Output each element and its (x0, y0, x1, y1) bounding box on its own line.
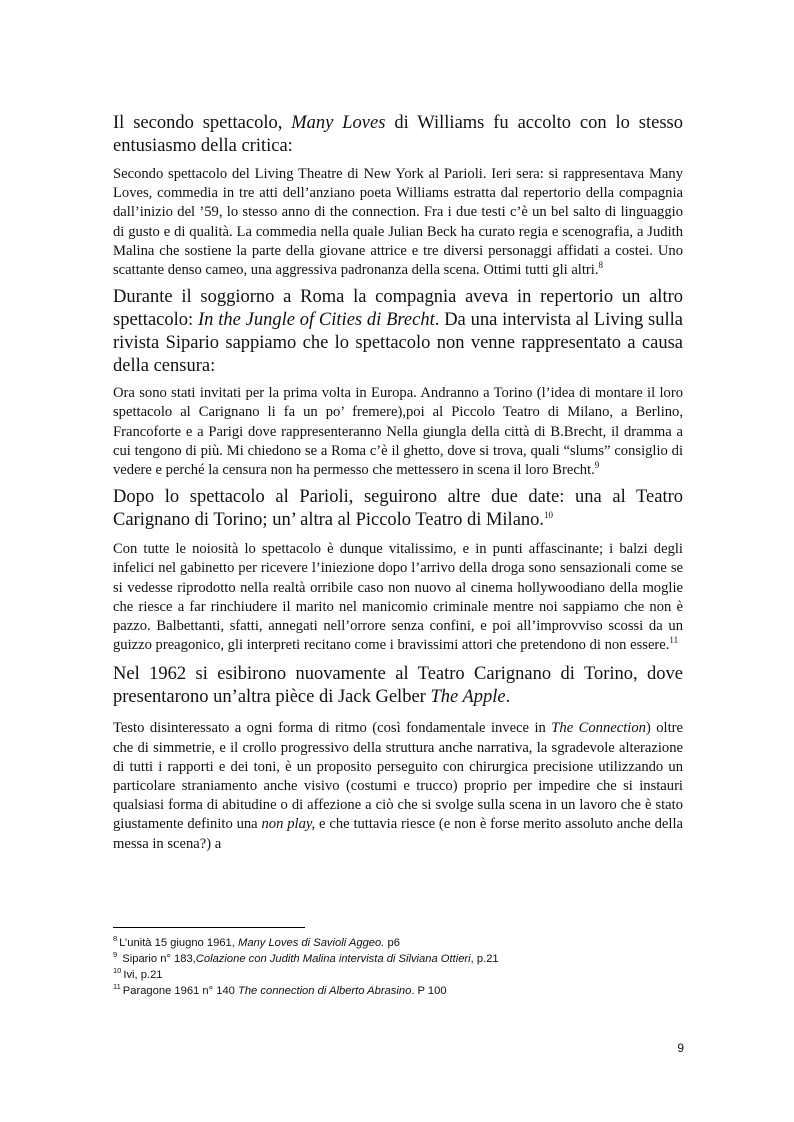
footnote-ref[interactable]: 9 (594, 460, 600, 471)
footnote-text: p6 (384, 937, 400, 949)
footnote-ref[interactable]: 8 (598, 260, 603, 271)
text-run: . (505, 687, 511, 708)
quote-text: Secondo spettacolo del Living Theatre di New York al Parioli. Ieri sera: si rappresentava Many Loves, commedia in tre atti dell’anziano poeta Williams estratta dal repertorio della compagnia dall’inizio del ’59, lo stesso anno di the connection. Fra i due testi c’è un bel salto di linguaggio di gusto e di qualità. La commedia nella quale Julian Beck ha curato regia e scenografia, a Judith Malina che sostiene la parte della giovane attrice e tre diversi personaggi affidati a costei. Uno scattante denso cameo, una aggressiva padronanza della scena. Ottimi tutti gli altri. (113, 166, 683, 279)
footnote-text: Paragone 1961 n° 140 (122, 985, 238, 997)
quote-connection-review (113, 540, 683, 655)
footnote (113, 935, 683, 951)
quote-text: Ora sono stati invitati per la prima volta in Europa. Andranno a Torino (l’idea di montare il loro spettacolo al Carignano li fa un po’ fremere),poi al Piccolo Teatro di Milano, a Berlino, Francoforte e a Parigi dove rappresenteranno Nella giungla della città di B.Brecht, il dramma a cui tengono di più. Mi chiedono se a Roma c’è il ghetto, dove si trova, quali “slums” consiglio di vedere e perché la censura non ha permesso che mettessero in scena il loro Brecht. (113, 385, 683, 479)
footnote-number: 11 (113, 982, 121, 992)
text-run: ) oltre che di simmetrie, e il crollo progressivo della struttura anche narrativa, la sgradevole alterazione di tutti i rapporti e dei toni, è un proposito perseguito con chirurgica precisione utilizzando un particolare straniamento anche visivo (costumi e trucco) proprio per impedire che si instauri qualsiasi forma di abitudine o di affezione a ciò che si svolge sulla scena in un lavoro che è stato giustamente definito una (113, 720, 683, 833)
footnote-italic: Many Loves di Savioli Aggeo. (238, 937, 385, 949)
footnote (113, 967, 683, 983)
text-run: e che tuttavia riesce (e non è forse merito assoluto anche della messa in scena?) a (113, 816, 683, 852)
footnote-italic: Colazione con Judith Malina intervista di Silviana Ottieri (195, 953, 471, 965)
text-run: Testo disinteressato a ogni forma di ritmo (così fondamentale invece in (113, 720, 552, 737)
text-run: di Williams fu accolto con lo stesso entusiasmo della critica: (113, 113, 683, 156)
italic-term: non play, (261, 816, 316, 833)
footnote-text: L’unità 15 giugno 1961, (119, 937, 238, 949)
quote-text: Con tutte le noiosità lo spettacolo è dunque vitalissimo, e in punti affascinante; i balzi degli infelici nel gabinetto per ricevere l’iniezione dopo l’arrivo della droga sono sensazionali come se si vedesse riprodotto nella realtà orribile caso non nuovo al cinema hollywoodiano della moglie che riesce a far rinchiudere il marito nel manicomio criminale mentre noi sappiamo che non è pazzo. Balbettanti, sfatti, annegati nell’orrore senza confini, e poi all’improvviso scossi da un guizzo preagonico, gli interpreti recitano come i bravissimi attori che pretendono di non essere. (113, 541, 683, 654)
footnote-ref[interactable]: 10 (544, 510, 554, 521)
italic-title: The Connection (551, 720, 646, 737)
footnote-number: 8 (113, 934, 118, 944)
paragraph-1962 (113, 663, 683, 709)
footnote-separator (113, 927, 305, 928)
footnote-text: Ivi, p.21 (123, 969, 163, 981)
footnote-text: Sipario n° 183, (119, 953, 196, 965)
footnote-number: 9 (113, 950, 118, 960)
footnote-number: 10 (113, 966, 122, 976)
italic-title: Many Loves (291, 113, 386, 133)
quote-many-loves (113, 165, 683, 280)
paragraph-second-show (113, 112, 683, 158)
text-run: Nel 1962 si esibirono nuovamente al Teatro Carignano di Torino, dove presentarono un’altra pièce di Jack Gelber (113, 664, 683, 708)
quote-sipario (113, 384, 683, 480)
footnote-italic: The connection di Alberto Abrasino (238, 985, 412, 997)
paragraph-rome-stay (113, 286, 683, 378)
italic-title: In the Jungle of Cities di Brecht (197, 310, 435, 331)
italic-title: The Apple (430, 687, 506, 708)
text-run: . Da una intervista al Living sulla rivista Sipario sappiamo che lo spettacolo non venne rappresentato a causa della censura: (113, 310, 683, 377)
quote-the-apple (113, 719, 683, 853)
paragraph-after-parioli (113, 486, 683, 532)
text-run: Durante il soggiorno a Roma la compagnia aveva in repertorio un altro spettacolo: (113, 287, 683, 331)
footnote-text: . P 100 (411, 985, 447, 997)
footnote-ref[interactable]: 11 (669, 635, 679, 646)
page-body (113, 112, 683, 854)
footnote (113, 983, 683, 999)
text-run: Dopo lo spettacolo al Parioli, seguirono altre due date: una al Teatro Carignano di Torino; un’ altra al Piccolo Teatro di Milano. (113, 487, 683, 531)
footnote-text: , p.21 (470, 953, 499, 965)
footnote (113, 951, 683, 967)
footnotes (113, 935, 683, 999)
page-number: 9 (677, 1041, 684, 1055)
text-run: Il secondo spettacolo, (113, 113, 292, 133)
